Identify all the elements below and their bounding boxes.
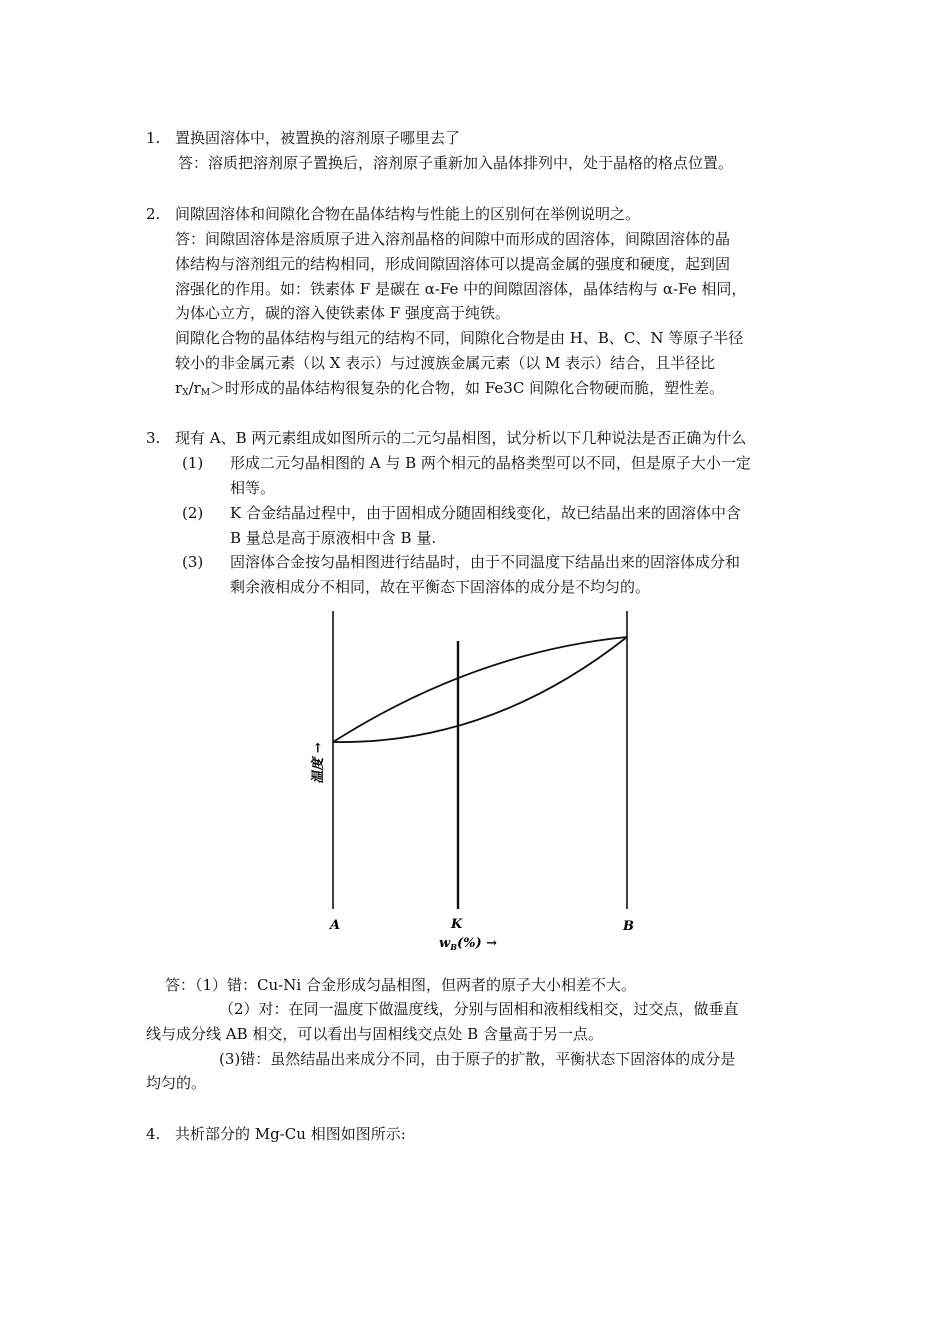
q3-answer-line: 答：（1）错：Cu-Ni 合金形成匀晶相图，但两者的原子大小相差不大。: [165, 976, 636, 994]
q2-answer-line: 体结构与溶剂组元的结构相同，形成间隙固溶体可以提高金属的强度和硬度，起到固: [175, 255, 731, 273]
q2-answer-line: 间隙化合物的晶体结构与组元的结构不同，间隙化合物是由 H、B、C、N 等原子半径: [175, 329, 744, 347]
liquidus-curve: [333, 637, 627, 742]
q3-item-mark: (3): [182, 553, 204, 571]
q2-answer-line: 答：间隙固溶体是溶质原子进入溶剂晶格的间隙中而形成的固溶体，间隙固溶体的晶: [175, 230, 731, 248]
ratio-m-subscript: M: [200, 388, 211, 398]
q3-answer-line: 均匀的。: [146, 1074, 207, 1092]
y-axis-label: 温度 →: [311, 742, 326, 784]
label-a: A: [330, 918, 341, 933]
q3-answer-line: (3)错：虽然结晶出来成分不同，由于原子的扩散，平衡状态下固溶体的成分是: [219, 1050, 736, 1068]
q3-number: 3.: [146, 429, 161, 447]
q3-item-mark: (2): [182, 504, 204, 522]
q4-question: 共析部分的 Mg-Cu 相图如图所示:: [175, 1125, 406, 1143]
q3-item-line: B 量总是高于原液相中含 B 量.: [230, 529, 437, 547]
label-k: K: [451, 917, 463, 932]
q3-question: 现有 A、B 两元素组成如图所示的二元匀晶相图，试分析以下几种说法是否正确为什么: [175, 429, 747, 447]
q2-answer-line: 较小的非金属元素（以 X 表示）与过渡族金属元素（以 M 表示）结合，且半径比: [175, 354, 716, 372]
q4-number: 4.: [146, 1125, 161, 1143]
q3-item-line: 形成二元匀晶相图的 A 与 B 两个相元的晶格类型可以不同，但是原子大小一定: [230, 454, 751, 472]
phase-diagram-svg: [300, 605, 650, 955]
q2-answer-line: 为体心立方，碳的溶入使铁素体 F 强度高于纯铁。: [175, 304, 510, 322]
phase-diagram-figure: [300, 605, 650, 955]
x-axis-label: [439, 936, 497, 952]
x-axis-tail: (%) →: [456, 936, 498, 951]
ratio-r: r: [175, 379, 183, 397]
q2-answer-tail: ＞时形成的晶体结构很复杂的化合物，如 Fe3C 间隙化合物硬而脆，塑性差。: [210, 379, 725, 397]
ratio-slash-r: /r: [188, 379, 201, 397]
label-b: B: [623, 919, 634, 934]
q1-number: 1.: [146, 129, 161, 147]
q3-answer-line: 线与成分线 AB 相交，可以看出与固相线交点处 B 含量高于另一点。: [146, 1025, 603, 1043]
q1-question: 置换固溶体中，被置换的溶剂原子哪里去了: [175, 129, 461, 147]
q3-answer-line: （2）对：在同一温度下做温度线，分别与固相和液相线相交，过交点，做垂直: [219, 1000, 739, 1018]
q2-question: 间隙固溶体和间隙化合物在晶体结构与性能上的区别何在举例说明之。: [175, 205, 641, 223]
q3-item-line: 固溶体合金按匀晶相图进行结晶时，由于不同温度下结晶出来的固溶体成分和: [230, 553, 741, 571]
q3-item-line: K 合金结晶过程中，由于固相成分随固相线变化，故已结晶出来的固溶体中含: [230, 504, 741, 522]
x-axis-w: w: [439, 936, 451, 951]
q3-item-line: 剩余液相成分不相同，故在平衡态下固溶体的成分是不均匀的。: [230, 578, 651, 596]
q2-number: 2.: [146, 205, 161, 223]
q2-answer-ratio-line: [175, 378, 724, 403]
x-axis-subscript: B: [450, 942, 457, 952]
ratio-x-subscript: X: [182, 388, 189, 398]
q3-item-line: 相等。: [230, 479, 276, 497]
q2-answer-line: 溶强化的作用。如：铁素体 F 是碳在 α-Fe 中的间隙固溶体，晶体结构与 α-Fe 相同，: [175, 280, 747, 298]
q3-item-mark: (1): [182, 454, 204, 472]
solidus-curve: [333, 637, 627, 742]
q1-answer: 答：溶质把溶剂原子置换后，溶剂原子重新加入晶体排列中，处于晶格的格点位置。: [178, 154, 734, 172]
